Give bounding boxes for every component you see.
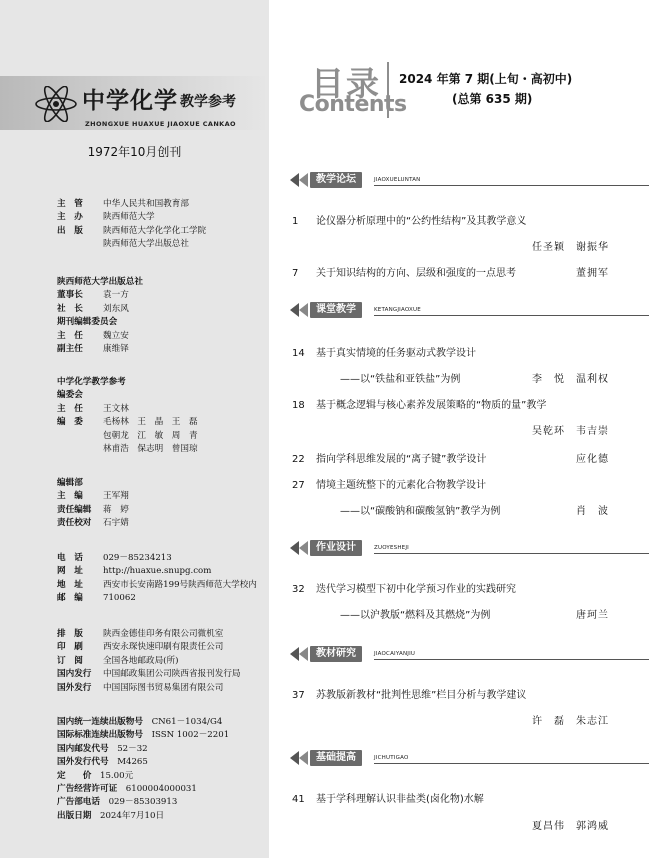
section-pinyin: KETANGJIAOXUE (374, 307, 421, 313)
toc-entry[interactable]: 18 基于概念逻辑与核心素养发展策略的“物质的量”教学 (292, 400, 547, 411)
section-rule (374, 763, 649, 764)
printing-info: 排 版 陕西金德佳印务有限公司微机室 印 刷 西安永琛快速印刷有限责任公司 订 阅 全国各地邮政局(所) 国内发行 中国邮政集团公司陕西省报刊发行局 国外发行 中国国际图书贸易集团有限公司 (57, 629, 241, 693)
toc-authors: 董拥军 (576, 268, 609, 279)
founded-date: 1972年10月创刊 (87, 145, 182, 159)
section-pinyin: JIAOCAIYANJIU (374, 651, 416, 657)
journal-logo-pinyin: ZHONGXUE HUAXUE JIAOXUE CANKAO (85, 120, 236, 128)
section-pinyin: JICHUTIGAO (374, 755, 409, 761)
section-label: 作业设计 (310, 540, 362, 556)
atom-logo-icon (34, 86, 78, 122)
toc-authors: 肖 波 (576, 506, 609, 517)
toc-authors: 唐珂兰 (576, 610, 609, 621)
toc-entry[interactable]: 32 迭代学习模型下初中化学预习作业的实践研究 (292, 584, 516, 595)
section-label: 教学论坛 (310, 172, 362, 188)
website-url: http://huaxue.snupg.com (103, 566, 212, 577)
section-rule (374, 659, 649, 660)
toc-subtitle: ——以沪教版“燃料及其燃烧”为例 (340, 610, 491, 621)
section-label: 基础提高 (310, 750, 362, 766)
toc-entry[interactable]: 41 基于学科理解认识非盐类(卤化物)水解 (292, 794, 484, 805)
toc-authors: 夏昌伟 郭鸿威 (532, 821, 609, 832)
toc-subtitle: ——以“碳酸钠和碳酸氢钠”教学为例 (340, 506, 501, 517)
toc-authors: 许 磊 朱志江 (532, 716, 609, 727)
toc-authors: 吴乾环 韦吉崇 (532, 426, 609, 437)
editorial-board: 中学化学教学参考 编委会 主 任 王文林 编 委 毛杨林 王 晶 王 磊 包朝龙 江 敏 周 青 林甫浩 保志明 曾国琼 (57, 377, 198, 455)
contents-title-cn: 目录 (311, 64, 381, 103)
section-rule (374, 315, 649, 316)
section-rule (374, 185, 649, 186)
toc-entry[interactable]: 37 苏教版新教材“批判性思维”栏目分析与教学建议 (292, 690, 527, 701)
toc-authors: 应化德 (576, 454, 609, 465)
toc-subtitle: ——以“铁盐和亚铁盐”为例 (340, 374, 461, 385)
section-label: 教材研究 (310, 646, 362, 662)
section-pinyin: JIAOXUELUNTAN (374, 177, 421, 183)
section-label: 课堂教学 (310, 302, 362, 318)
journal-logo-subtitle: 教学参考 (180, 94, 236, 110)
toc-entry[interactable]: 1 论仪器分析原理中的“公约性结构”及其教学意义 (292, 216, 527, 227)
journal-logo-name: 中学化学 (82, 87, 178, 114)
toc-entry[interactable]: 7 关于知识结构的方向、层级和强度的一点思考 (292, 268, 516, 279)
toc-authors: 任圣颖 谢振华 (532, 242, 609, 253)
issue-total-number: (总第 635 期) (452, 92, 533, 106)
double-arrow-icon (290, 173, 312, 187)
double-arrow-icon (290, 541, 312, 555)
double-arrow-icon (290, 647, 312, 661)
toc-entry[interactable]: 22 指向学科思维发展的“离子键”教学设计 (292, 454, 487, 465)
press-info: 陕西师范大学出版总社 董事长 袁一方 社 长 刘东风 期刊编辑委员会 主 任 魏立安 副主任 康维铎 (57, 277, 143, 355)
double-arrow-icon (290, 303, 312, 317)
section-pinyin: ZUOYESHEJI (374, 545, 410, 551)
contents-title-en: Contents (299, 92, 407, 117)
toc-entry[interactable]: 14 基于真实情境的任务驱动式教学设计 (292, 348, 476, 359)
publisher-info: 主 管 中华人民共和国教育部 主 办 陕西师范大学 出 版 陕西师范大学化学化工学院 陕西师范大学出版总社 (57, 199, 207, 250)
section-rule (374, 553, 649, 554)
toc-entry[interactable]: 27 情境主题统整下的元素化合物教学设计 (292, 480, 486, 491)
serial-info: 国内统一连续出版物号 CN61－1034/G4 国际标准连续出版物号 ISSN 1002－2201 国内邮发代号 52－32 国外发行代号 M4265 定 价 15.00元 广告经营许可证 6100004000031 广告部电话 029－85303913 出版日期 2024年7月10日 (57, 717, 230, 821)
toc-authors: 李 悦 温利权 (532, 374, 609, 385)
issue-number: 2024 年第 7 期(上旬・高初中) (399, 72, 573, 86)
editorial-office: 编辑部 主 编 王军翔 责任编辑 蒋 婷 责任校对 石宇婧 (57, 478, 129, 529)
double-arrow-icon (290, 751, 312, 765)
contact-info: 电 话 029－85234213 网 址 http://huaxue.snupg.com 地 址 西安市长安南路199号陕西师范大学校内 邮 编 710062 (57, 553, 257, 604)
